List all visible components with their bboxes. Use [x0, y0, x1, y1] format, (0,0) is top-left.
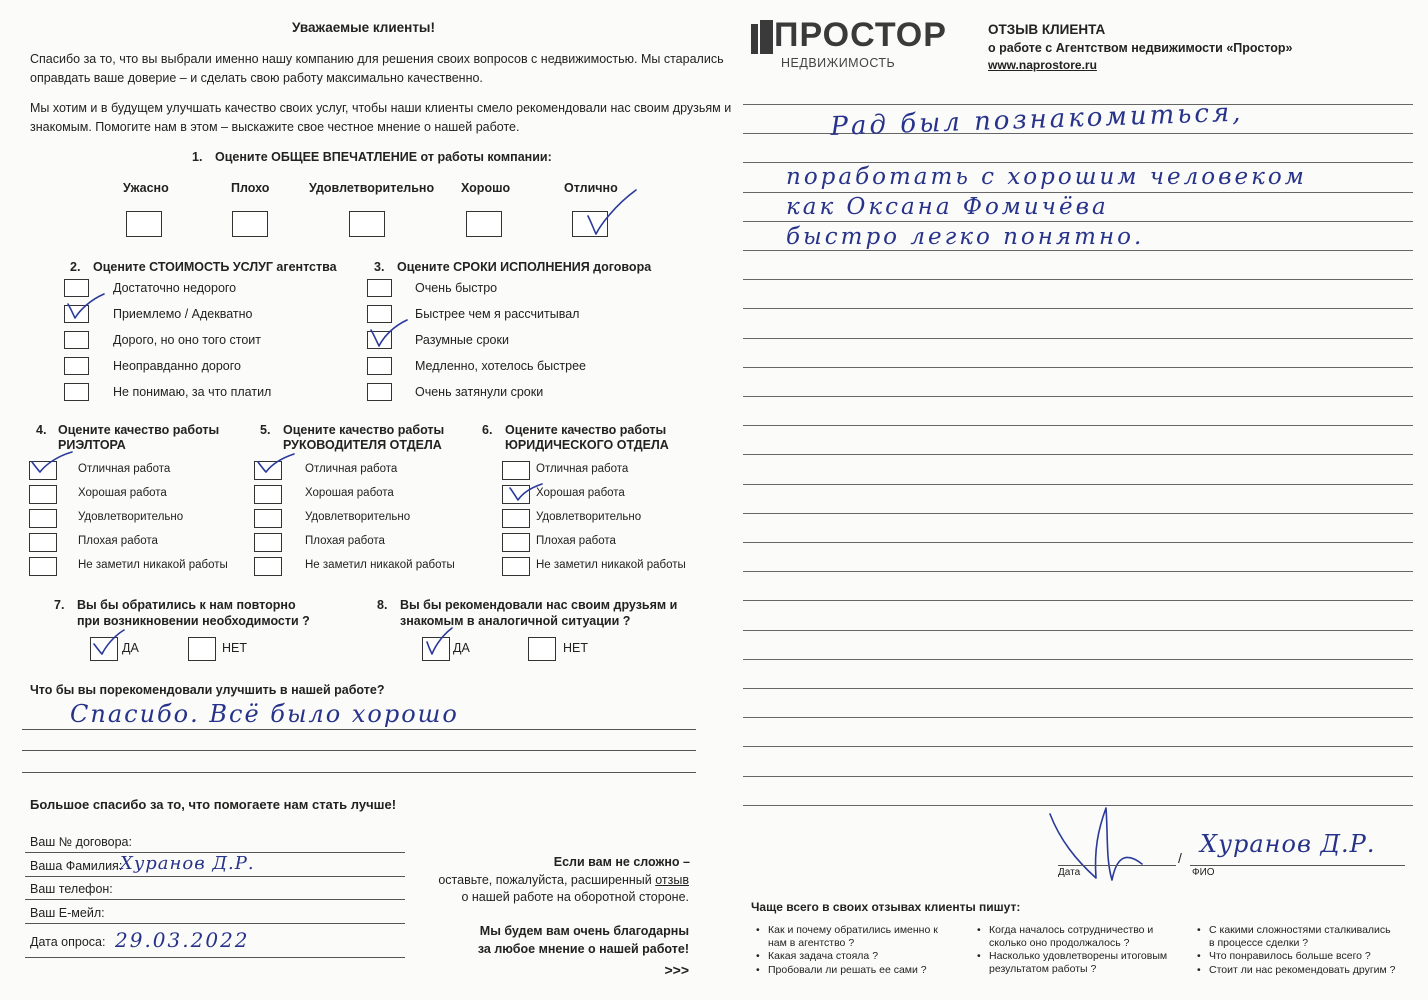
q6-title-2: ЮРИДИЧЕСКОГО ОТДЕЛА — [505, 438, 669, 452]
improve-answer-handwriting: Спасибо. Всё было хорошо — [70, 700, 459, 728]
ruled-line — [743, 571, 1413, 572]
hint-item: • Пробовали ли решать ее сами ? — [768, 964, 958, 977]
q4-checkbox[interactable] — [29, 533, 57, 552]
checkmark-icon — [66, 292, 106, 322]
q3-title: Оцените СРОКИ ИСПОЛНЕНИЯ договора — [397, 260, 652, 274]
q1-number: 1. — [192, 150, 203, 164]
ruled-line — [743, 600, 1413, 601]
q2-number: 2. — [70, 260, 81, 274]
q6-option-label: Отличная работа — [536, 463, 629, 475]
q8-title: Вы бы рекомендовали нас своим друзьям и — [400, 598, 678, 612]
field-underline — [25, 957, 405, 958]
q5-checkbox[interactable] — [254, 485, 282, 504]
q7-number: 7. — [54, 598, 65, 612]
q1-option-label: Удовлетворительно — [309, 181, 435, 195]
q4-option-label: Хорошая работа — [78, 487, 167, 499]
ruled-line — [743, 717, 1413, 718]
q6-option-label: Удовлетворительно — [536, 511, 642, 523]
q4-checkbox[interactable] — [29, 485, 57, 504]
answer-line — [22, 729, 696, 730]
ruled-line — [743, 659, 1413, 660]
fio-handwriting: Хуранов Д.Р. — [1200, 830, 1376, 858]
hint-item: • Стоит ли нас рекомендовать другим ? — [1209, 964, 1399, 977]
improve-question: Что бы вы порекомендовали улучшить в нашей работе? — [30, 683, 385, 697]
date-label: Дата опроса: — [30, 935, 106, 949]
q5-checkbox[interactable] — [254, 533, 282, 552]
q3-checkbox[interactable] — [367, 279, 392, 297]
q5-checkbox[interactable] — [254, 509, 282, 528]
q5-option-label: Хорошая работа — [305, 487, 394, 499]
review-handwriting-line: Рад был познакомиться, — [830, 97, 1244, 142]
ruled-line — [743, 221, 1413, 222]
q3-option-label: Очень быстро — [415, 281, 498, 295]
hint-item: • Что понравилось больше всего ? — [1209, 950, 1399, 963]
ruled-line — [743, 308, 1413, 309]
q3-option-label: Медленно, хотелось быстрее — [415, 359, 586, 373]
phone-label: Ваш телефон: — [30, 882, 113, 896]
checkmark-icon — [30, 450, 74, 476]
q2-option-label: Достаточно недорого — [113, 281, 237, 295]
q7-title: Вы бы обратились к нам повторно — [77, 598, 296, 612]
answer-line — [22, 772, 696, 773]
q4-option-label: Удовлетворительно — [78, 511, 184, 523]
checkmark-icon — [508, 482, 544, 504]
q5-checkbox[interactable] — [254, 557, 282, 576]
q8-no-label: НЕТ — [563, 641, 588, 655]
q4-option-label: Плохая работа — [78, 535, 158, 547]
q6-title: Оцените качество работы — [505, 423, 667, 437]
checkmark-icon — [256, 452, 296, 476]
q8-no-checkbox[interactable] — [528, 637, 556, 661]
q4-checkbox[interactable] — [29, 509, 57, 528]
q3-option-label: Разумные сроки — [415, 333, 509, 347]
q6-checkbox[interactable] — [502, 509, 530, 528]
logo-bar-right — [760, 20, 773, 54]
q2-option-label: Не понимаю, за что платил — [113, 385, 272, 399]
q6-option-label: Не заметил никакой работы — [536, 559, 686, 571]
thanks-heading: Большое спасибо за то, что помогаете нам стать лучше! — [30, 797, 397, 812]
date-caption: Дата — [1058, 867, 1081, 878]
q6-number: 6. — [482, 423, 493, 437]
hint-item: • Когда началось сотрудничество и сколько оно продолжалось ? — [989, 924, 1184, 950]
q2-option-label: Приемлемо / Адекватно — [113, 307, 253, 321]
q4-option-label: Не заметил никакой работы — [78, 559, 228, 571]
q1-option-label: Хорошо — [461, 181, 511, 195]
review-handwriting-line: быстро легко понятно. — [786, 224, 1145, 250]
q1-checkbox-terrible[interactable] — [126, 211, 162, 237]
q1-option-label: Плохо — [231, 181, 270, 195]
note-arrows: >>> — [664, 962, 689, 978]
ruled-line — [743, 279, 1413, 280]
ruled-line — [743, 776, 1413, 777]
field-underline — [25, 923, 405, 924]
q6-checkbox[interactable] — [502, 533, 530, 552]
q3-number: 3. — [374, 260, 385, 274]
contract-label: Ваш № договора: — [30, 835, 132, 849]
logo-bar-left — [751, 24, 758, 54]
ruled-line — [743, 630, 1413, 631]
q5-option-label: Удовлетворительно — [305, 511, 411, 523]
q2-checkbox[interactable] — [64, 357, 89, 375]
intro-text-2a: Мы хотим и в будущем улучшать качество своих услуг, чтобы наши клиенты смело рекомендовали нас своим друзьям и — [30, 101, 732, 115]
checkmark-icon — [369, 318, 409, 348]
ruled-line — [743, 454, 1413, 455]
q1-option-label: Отлично — [564, 181, 618, 195]
website-link[interactable]: www.naprostore.ru — [988, 58, 1097, 72]
signature-separator: / — [1178, 850, 1182, 866]
note-line-2-text: оставьте, пожалуйста, расширенный — [438, 873, 656, 887]
q3-checkbox[interactable] — [367, 357, 392, 375]
hints-title: Чаще всего в своих отзывах клиенты пишут: — [751, 900, 1021, 914]
q7-title-2: при возникновении необходимости ? — [77, 614, 310, 628]
q5-option-label: Не заметил никакой работы — [305, 559, 455, 571]
q8-yes-label: ДА — [453, 641, 470, 655]
hint-item: • Насколько удовлетворены итоговым результатом работы ? — [989, 950, 1184, 976]
q5-option-label: Плохая работа — [305, 535, 385, 547]
intro-text-1a: Спасибо за то, что вы выбрали именно нашу компанию для решения своих вопросов с недвижимостью. Мы старались — [30, 52, 724, 66]
q2-checkbox[interactable] — [64, 383, 89, 401]
ruled-line — [743, 425, 1413, 426]
q4-option-label: Отличная работа — [78, 463, 171, 475]
date-value-handwriting: 29.03.2022 — [115, 928, 250, 952]
review-subtitle: о работе с Агентством недвижимости «Простор» — [988, 41, 1293, 55]
logo-icon — [751, 20, 773, 54]
q2-option-label: Дорого, но оно того стоит — [113, 333, 261, 347]
note-line-3: о нашей работе на оборотной стороне. — [461, 890, 689, 904]
q6-checkbox[interactable] — [502, 557, 530, 576]
q1-checkbox-good[interactable] — [466, 211, 502, 237]
q5-title: Оцените качество работы — [283, 423, 445, 437]
fio-line — [1190, 865, 1405, 866]
ruled-line — [743, 367, 1413, 368]
q5-option-label: Отличная работа — [305, 463, 398, 475]
answer-line — [22, 750, 696, 751]
q5-number: 5. — [260, 423, 271, 437]
q2-checkbox[interactable] — [64, 331, 89, 349]
q7-no-checkbox[interactable] — [188, 637, 216, 661]
ruled-line — [743, 396, 1413, 397]
q4-title-2: РИЭЛТОРА — [58, 438, 126, 452]
intro-text-2b: знакомым. Помогите нам в этом – выскажите свое честное мнение о нашей работе. — [30, 120, 520, 134]
field-underline — [25, 899, 405, 900]
logo-text: ПРОСТОР — [774, 16, 947, 54]
q7-no-label: НЕТ — [222, 641, 247, 655]
hint-item: • Как и почему обратились именно к нам в агентство ? — [768, 924, 958, 950]
q2-option-label: Неоправданно дорого — [113, 359, 241, 373]
fio-caption: ФИО — [1192, 867, 1215, 878]
q5-title-2: РУКОВОДИТЕЛЯ ОТДЕЛА — [283, 438, 442, 452]
q6-checkbox[interactable] — [502, 461, 530, 480]
q7-yes-label: ДА — [122, 641, 139, 655]
q3-option-label: Очень затянули сроки — [415, 385, 544, 399]
ruled-line — [743, 338, 1413, 339]
q3-option-label: Быстрее чем я рассчитывал — [415, 307, 580, 321]
hint-item: • С какими сложностями сталкивались в процессе сделки ? — [1209, 924, 1399, 950]
signature-line — [1058, 865, 1176, 866]
q4-checkbox[interactable] — [29, 557, 57, 576]
q1-title: Оцените ОБЩЕЕ ВПЕЧАТЛЕНИЕ от работы компании: — [215, 150, 552, 164]
q1-option-label: Ужасно — [123, 181, 169, 195]
q1-checkbox-bad[interactable] — [232, 211, 268, 237]
review-title: ОТЗЫВ КЛИЕНТА — [988, 22, 1106, 37]
surname-label: Ваша Фамилия: — [30, 859, 123, 873]
note-line-4: Мы будем вам очень благодарны — [479, 924, 689, 938]
ruled-line — [743, 542, 1413, 543]
q6-option-label: Плохая работа — [536, 535, 616, 547]
ruled-line — [743, 513, 1413, 514]
note-line-1: Если вам не сложно – — [553, 855, 690, 869]
note-line-2 — [438, 873, 689, 887]
field-underline — [25, 876, 405, 877]
ruled-line — [743, 484, 1413, 485]
intro-text-1b: оправдать ваше доверие – и сделать свою работу максимально качественно. — [30, 71, 483, 85]
q1-checkbox-satisfactory[interactable] — [349, 211, 385, 237]
q4-number: 4. — [36, 423, 47, 437]
ruled-line — [743, 746, 1413, 747]
q6-option-label: Хорошая работа — [536, 487, 625, 499]
q2-title: Оцените СТОИМОСТЬ УСЛУГ агентства — [93, 260, 337, 274]
logo-subtext: НЕДВИЖИМОСТЬ — [781, 56, 896, 70]
surname-value-handwriting: Хуранов Д.Р. — [120, 853, 255, 874]
checkmark-icon — [424, 626, 454, 658]
ruled-line — [743, 250, 1413, 251]
q4-title: Оцените качество работы — [58, 423, 220, 437]
q8-number: 8. — [377, 598, 388, 612]
review-link[interactable]: отзыв — [655, 873, 689, 887]
greeting-heading: Уважаемые клиенты! — [292, 20, 435, 35]
q3-checkbox[interactable] — [367, 383, 392, 401]
ruled-line — [743, 688, 1413, 689]
review-handwriting-line: как Оксана Фомичёва — [786, 194, 1109, 220]
review-handwriting-line: поработать с хорошим человеком — [786, 164, 1307, 190]
checkmark-icon — [92, 628, 126, 658]
ruled-line — [743, 192, 1413, 193]
note-line-5: за любое мнение о нашей работе! — [477, 942, 689, 956]
hint-item: • Какая задача стояла ? — [768, 950, 958, 963]
q8-title-2: знакомым в аналогичной ситуации ? — [400, 614, 631, 628]
checkmark-icon — [580, 186, 640, 242]
email-label: Ваш E-мейл: — [30, 906, 105, 920]
